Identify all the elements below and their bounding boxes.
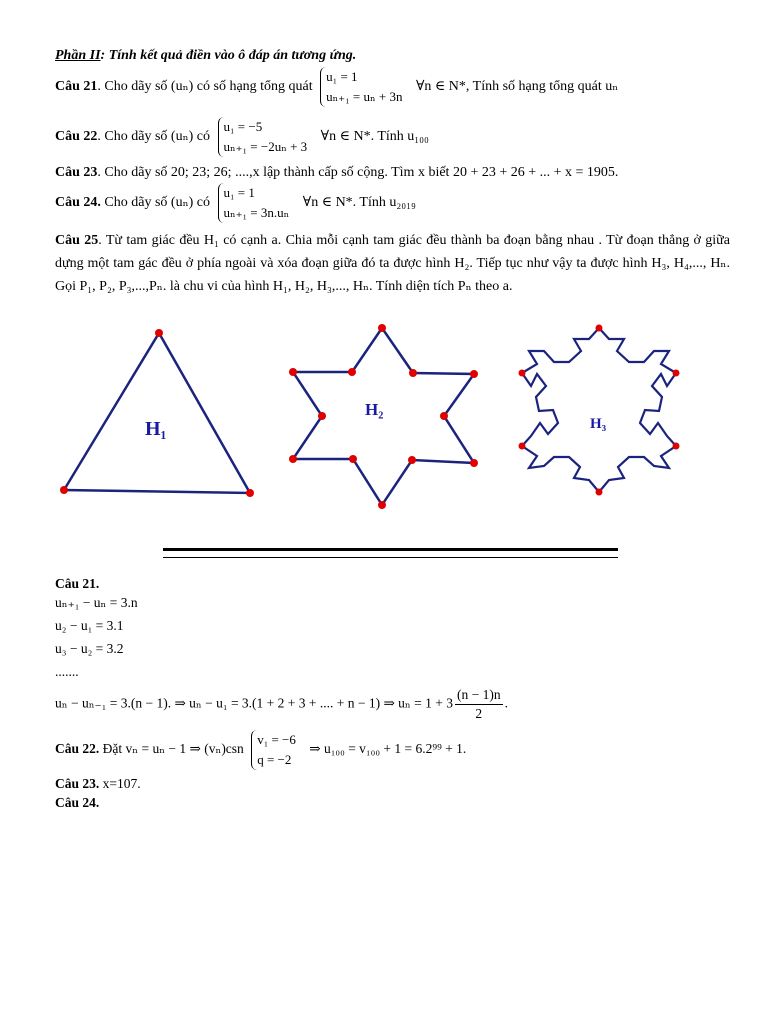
- h2-vertex-dot: [378, 501, 386, 509]
- q24-label: Câu 24.: [55, 195, 101, 211]
- figure-h2: [285, 320, 490, 515]
- h3-vertex-dot: [673, 370, 680, 377]
- q21-text: . Cho dãy số (uₙ) có số hạng tổng quát: [97, 79, 313, 95]
- q22-text: . Cho dãy số (uₙ) có: [97, 129, 211, 145]
- h2-vertex-dot: [289, 368, 297, 376]
- h2-vertex-dot: [408, 456, 416, 464]
- s22-label: Câu 22.: [55, 741, 100, 757]
- s21-line-1: uₙ₊₁ − uₙ = 3.n: [55, 595, 138, 610]
- question-24: [55, 183, 416, 223]
- question-22: [55, 117, 429, 157]
- s22-system: [251, 730, 296, 770]
- h1-vertex-dot: [60, 486, 68, 494]
- h2-label: H₂: [365, 400, 384, 419]
- solution-22: [55, 730, 466, 770]
- h3-vertex-dot: [519, 443, 526, 450]
- h2-vertex-dot: [440, 412, 448, 420]
- s21-frac-num: (n − 1)n: [455, 686, 503, 705]
- q25-text: . Từ tam giác đều H₁ có cạnh a. Chia mỗi cạnh tam giác đều thành ba đoạn bằng nhau . Từ đoạn thẳng ở giữa dựng một tam gác đều ở phía ngoài và xóa đoạn giữa đó ta được hình H₂. Tiếp tục như vậy ta được hình H₃, H₄,..., Hₙ. Gọi P₁, P₂, P₃,...,Pₙ. là chu vi của hình H₁, H₂, H₃,..., Hₙ. Tính diện tích Pₙ theo a.: [55, 233, 730, 294]
- section-heading: [55, 47, 356, 65]
- q23-text: . Cho dãy số 20; 23; 26; ....,x lập thành cấp số cộng. Tìm x biết 20 + 23 + 26 + ... + x = 1905.: [97, 165, 619, 180]
- q21-label: Câu 21: [55, 79, 98, 95]
- h2-vertex-dot: [318, 412, 326, 420]
- s22-text: Đặt vₙ = uₙ − 1 ⇒ (vₙ)csn: [99, 741, 244, 757]
- h2-vertex-dot: [470, 459, 478, 467]
- q24-eq2: uₙ₊₁ = 3n.uₙ: [223, 205, 290, 220]
- s24-label: Câu 24.: [55, 795, 100, 810]
- h1-label: H₁: [145, 418, 167, 440]
- s21-fraction: [455, 686, 503, 723]
- h3-snowflake: [522, 328, 676, 492]
- s21-final-left: uₙ − uₙ₋₁ = 3.(n − 1). ⇒ uₙ − u₁ = 3.(1 + 2 + 3 + .... + n − 1) ⇒ uₙ = 1 + 3: [55, 695, 453, 711]
- s21-line-2: u₂ − u₁ = 3.1: [55, 618, 124, 633]
- s22-tail: ⇒ u₁₀₀ = v₁₀₀ + 1 = 6.2⁹⁹ + 1.: [309, 741, 467, 757]
- question-25: [55, 229, 730, 298]
- section-label: Phần II: [55, 48, 101, 63]
- q24-tail: ∀n ∈ N*. Tính u₂₀₁₉: [302, 195, 416, 211]
- h1-vertex-dot: [246, 489, 254, 497]
- q21-eq2: uₙ₊₁ = uₙ + 3n: [326, 89, 403, 104]
- section-text: : Tính kết quả điền vào ô đáp án tương ứng.: [100, 48, 357, 63]
- h2-vertex-dot: [289, 455, 297, 463]
- q24-eq1: u₁ = 1: [223, 185, 255, 200]
- q21-tail: ∀n ∈ N*, Tính số hạng tổng quát uₙ: [415, 79, 619, 95]
- q22-system: [218, 117, 308, 157]
- q22-eq1: u₁ = −5: [223, 119, 263, 134]
- h3-vertex-dot: [596, 325, 603, 332]
- q22-tail: ∀n ∈ N*. Tính u₁₀₀: [320, 129, 429, 145]
- q25-label: Câu 25: [55, 233, 99, 248]
- question-23: [55, 164, 618, 182]
- s21-line-4: .......: [55, 664, 79, 679]
- q24-text: Cho dãy số (uₙ) có: [100, 195, 211, 211]
- s23-text: x=107.: [99, 776, 141, 791]
- h2-vertex-dot: [348, 368, 356, 376]
- h3-vertex-dot: [673, 443, 680, 450]
- question-21: [55, 67, 618, 107]
- figure-h3: [510, 318, 690, 510]
- q22-label: Câu 22: [55, 129, 98, 145]
- h1-vertex-dot: [155, 329, 163, 337]
- h2-vertex-dot: [470, 370, 478, 378]
- s23-label: Câu 23.: [55, 776, 100, 791]
- h2-vertex-dot: [378, 324, 386, 332]
- q23-label: Câu 23: [55, 165, 98, 180]
- h2-vertex-dot: [349, 455, 357, 463]
- h1-triangle: [64, 333, 250, 493]
- s22-eq2: q = −2: [257, 752, 292, 767]
- h3-vertex-dot: [519, 370, 526, 377]
- section-divider: [163, 548, 618, 558]
- s21-frac-den: 2: [475, 706, 483, 721]
- s21-line-3: u₃ − u₂ = 3.2: [55, 641, 124, 656]
- q22-eq2: uₙ₊₁ = −2uₙ + 3: [223, 139, 308, 154]
- q21-system: [320, 67, 402, 107]
- h2-vertex-dot: [409, 369, 417, 377]
- s21-final: [55, 686, 508, 723]
- h3-vertex-dot: [596, 489, 603, 496]
- figure-h1: [55, 325, 265, 505]
- q24-system: [218, 183, 290, 223]
- q21-eq1: u₁ = 1: [326, 69, 358, 84]
- solution-23: [55, 775, 141, 793]
- s21-final-right: .: [504, 695, 508, 711]
- h3-label: H₃: [590, 416, 607, 432]
- s22-eq1: v₁ = −6: [257, 732, 296, 747]
- s21-label: Câu 21.: [55, 576, 100, 591]
